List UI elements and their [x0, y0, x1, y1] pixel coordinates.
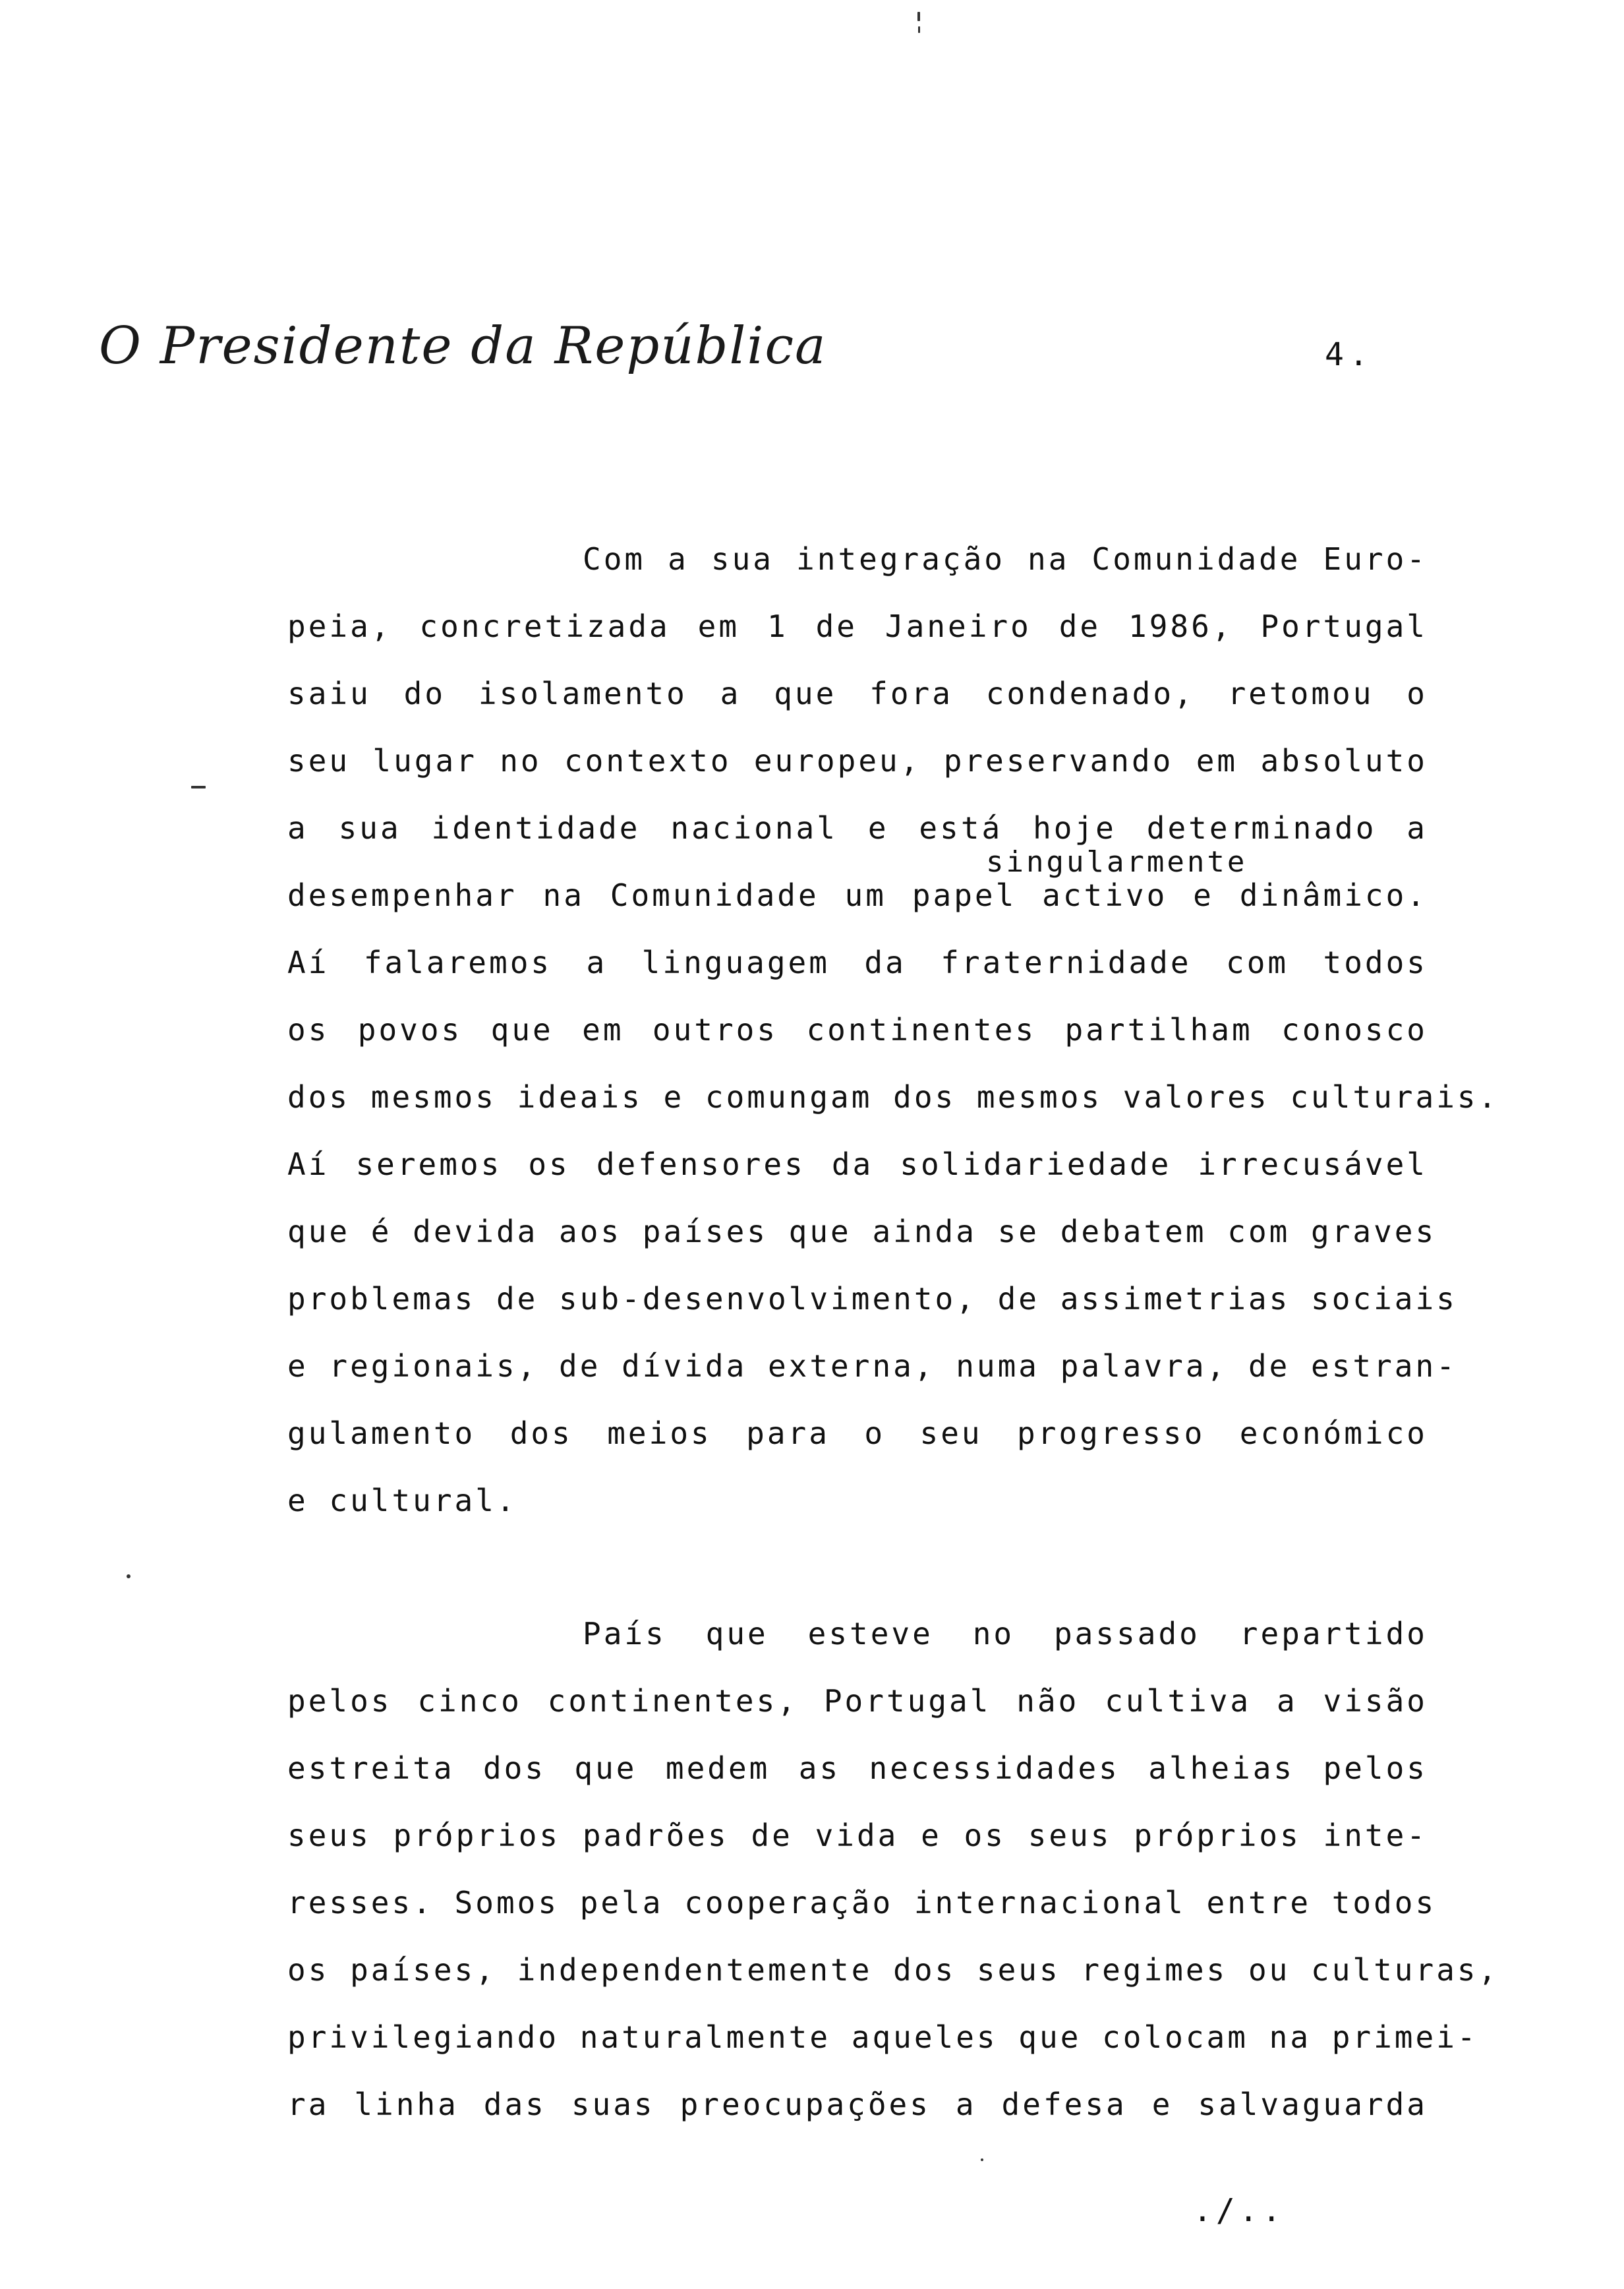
- paragraph-2-line-8: ra linha das suas preocupações a defesa e salvaguarda: [287, 2087, 1428, 2122]
- paragraph-1-line-13: e regionais, de dívida externa, numa palavra, de estran-: [287, 1348, 1457, 1384]
- paragraph-2-line-2: pelos cinco continentes, Portugal não cultiva a visão: [287, 1683, 1428, 1719]
- paragraph-1-line-5: a sua identidade nacional e está hoje determinado a: [287, 810, 1428, 846]
- scan-speck: [981, 2158, 983, 2161]
- paragraph-1-line-15: e cultural.: [287, 1483, 517, 1518]
- paragraph-1-line-6: desempenhar na Comunidade um papel activo e dinâmico.: [287, 877, 1428, 913]
- letterhead-title: O Presidente da República: [99, 316, 827, 376]
- paragraph-1-line-14: gulamento dos meios para o seu progresso económico: [287, 1415, 1428, 1451]
- scan-speck: [918, 26, 920, 33]
- scan-speck: [917, 12, 920, 21]
- paragraph-2-line-6: os países, independentemente dos seus regimes ou culturas,: [287, 1952, 1499, 1988]
- paragraph-1-line-11: que é devida aos países que ainda se debatem com graves: [287, 1214, 1437, 1249]
- paragraph-2-line-4: seus próprios padrões de vida e os seus próprios inte-: [287, 1818, 1428, 1853]
- paragraph-1-line-8: os povos que em outros continentes partilham conosco: [287, 1012, 1428, 1048]
- paragraph-1-line-12: problemas de sub-desenvolvimento, de assimetrias sociais: [287, 1281, 1457, 1317]
- paragraph-1-line-2: peia, concretizada em 1 de Janeiro de 1986, Portugal: [287, 609, 1428, 644]
- paragraph-1-line-3: saiu do isolamento a que fora condenado, retomou o: [287, 676, 1428, 711]
- paragraph-1-line-1: Com a sua integração na Comunidade Euro-: [583, 541, 1428, 577]
- continuation-mark: ./..: [1193, 2192, 1285, 2229]
- paragraph-1-line-9: dos mesmos ideais e comungam dos mesmos valores culturais.: [287, 1079, 1499, 1115]
- paragraph-1-line-7: Aí falaremos a linguagem da fraternidade com todos: [287, 945, 1428, 980]
- paragraph-2-line-5: resses. Somos pela cooperação internacional entre todos: [287, 1885, 1437, 1920]
- paragraph-1-line-4: seu lugar no contexto europeu, preservando em absoluto: [287, 743, 1428, 779]
- page-number: 4.: [1325, 336, 1374, 373]
- margin-dash: [191, 786, 206, 788]
- paragraph-2-line-3: estreita dos que medem as necessidades alheias pelos: [287, 1750, 1428, 1786]
- paragraph-2-line-7: privilegiando naturalmente aqueles que colocam na primei-: [287, 2019, 1478, 2055]
- paragraph-2-line-1: País que esteve no passado repartido: [583, 1616, 1428, 1651]
- scan-speck: [127, 1574, 130, 1578]
- paragraph-1-line-10: Aí seremos os defensores da solidariedade irrecusável: [287, 1146, 1428, 1182]
- interlinear-insert: singularmente: [986, 845, 1248, 879]
